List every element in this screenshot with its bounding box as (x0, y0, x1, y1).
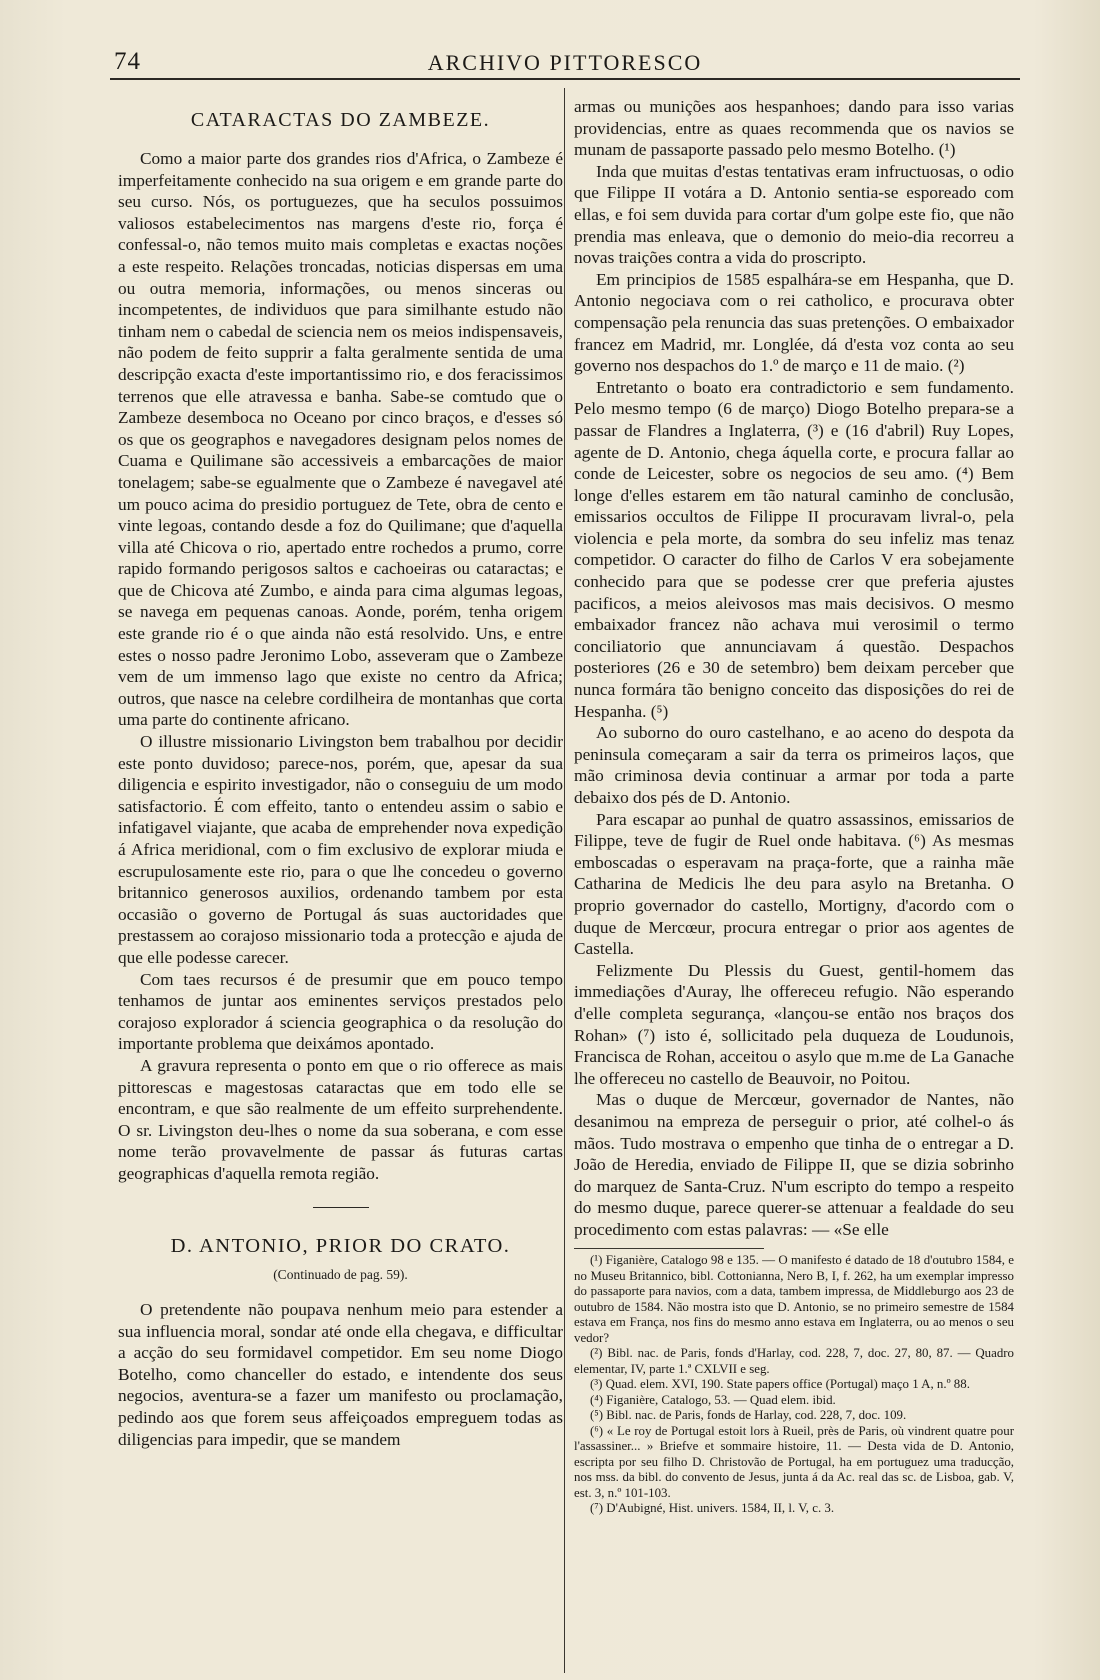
continuation-note: (Continuado de pag. 59). (273, 1266, 408, 1282)
footnote-rule (574, 1248, 764, 1249)
footnote: (⁷) D'Aubigné, Hist. univers. 1584, II, l. V, c. 3. (590, 1501, 835, 1516)
footnotes (574, 1253, 1014, 1517)
article-title-prior-crato: D. ANTONIO, PRIOR DO CRATO. (170, 1234, 511, 1257)
paragraph: Entretanto o boato era contradictorio e sem fundamento. Pelo mesmo tempo (6 de março) Diogo Botelho prepara-se a passar de Flandres a Inglaterra, (³) e (16 d'abril) Ruy Lopes, agente de D. Antonio, chega áquella corte, e procura fallar ao conde de Leicester, sobre os negocios de seu amo. (⁴) Bem longe d'elles estarem em tão natural caminho de conclusão, emissarios occultos de Filippe II procuravam livral-o, pela violencia e pela morte, da sombra do seu infeliz mas tenaz competidor. O caracter do filho de Carlos V era sobejamente conhecido para que se podesse crer que preferia ajustes pacificos, a meios aleivosos mas mais decisivos. O mesmo embaixador francez não achava mui verosimil o termo conciliatorio que annunciavam á questão. Despachos posteriores (26 e 30 de setembro) bem deixam perceber que nunca formára tão benigno conceito das disposições do rei de Hespanha. (⁵) (574, 377, 1014, 721)
paragraph: O pretendente não poupava nenhum meio para estender a sua influencia moral, sondar até onde ella chegava, e difficultar a acção do seu formidavel competidor. Em seu nome Diogo Botelho, como chanceller do estado, e intendente dos seus negocios, aventura-se a fazer um manifesto ou proclamação, pedindo aos que forem seus affeiçoados empreguem todas as diligencias para impedir, que se mandem (118, 1300, 563, 1449)
paragraph: A gravura representa o ponto em que o rio offerece as mais pittorescas e magestosas cataractas que em todo elle se encontram, e que são realmente de um effeito surprehendente. O sr. Livingston deu-lhes o nome da sua soberana, e com esse nome terão provavelmente de passar ás futuras cartas geographicas d'aquella remota região. (118, 1055, 563, 1183)
paragraph: Em principios de 1585 espalhára-se em Hespanha, que D. Antonio negociava com o rei catholico, e procurava obter compensação pela renuncia das suas pretenções. O embaixador francez em Madrid, mr. Longlée, dá d'esta voz conta ao seu governo nos despachos do 1.º de março e 11 de maio. (²) (574, 269, 1014, 376)
column-divider (564, 88, 565, 1673)
right-column (574, 96, 1014, 1517)
paragraph: Com taes recursos é de presumir que em pouco tempo tenhamos de juntar aos eminentes serviços prestados pelo corajoso explorador á sciencia geographica o da resolução do importante problema que deixámos apontado. (118, 969, 563, 1054)
paragraph: O illustre missionario Livingston bem trabalhou por decidir este ponto duvidoso; parece-nos, porém, que, apesar da sua diligencia e espirito investigador, não o conseguiu de um modo satisfactorio. É com effeito, tanto o entendeu assim o sabio e infatigavel viajante, que acaba de emprehender nova expedição á Africa meridional, com o fim exclusivo de explorar miuda e escrupulosamente este rio, para o que lhe concedeu o governo britannico generosos auxilios, ordenando tambem por esta occasião o governo de Portugal ás suas auctoridades que prestassem ao corajoso missionario toda a protecção e ajuda de que elle podesse carecer. (118, 732, 563, 967)
paragraph: Mas o duque de Mercœur, governador de Nantes, não desanimou na empreza de perseguir o prior, até colhel-o ás mãos. Tudo mostrava o empenho que tinha de o entregar a D. João de Heredia, enviado de Filippe II, que se dizia sobrinho do marquez de Santa-Cruz. N'um escripto do tempo a respeito do mesmo duque, parece querer-se attenuar a fealdade do seu procedimento com estas palavras: — «Se elle (574, 1090, 1014, 1239)
header-rule (110, 78, 1020, 80)
footnote: (⁶) « Le roy de Portugal estoit lors à Rueil, près de Paris, où vindrent quatre pour l'assassiner... » Briefve et sommaire histoire, 11. — Desta vida de D. Antonio, escripta por seu filho D. Christovão de Portugal, ha em portuguez uma traducção, nos mss. da bibl. do convento de Jesus, junta á da Ac. real das sc. de Lisboa, gab. V, est. 3, n.º 101-103. (574, 1423, 1014, 1500)
footnote: (²) Bibl. nac. de Paris, fonds d'Harlay, cod. 228, 7, doc. 27, 80, 87. — Quadro elementar, IV, parte 1.ª CXLVII e seg. (574, 1346, 1014, 1376)
paragraph: Para escapar ao punhal de quatro assassinos, emissarios de Filippe, teve de fugir de Ruel onde habitava. (⁶) As mesmas emboscadas o esperavam na praça-forte, que a rainha mãe Catharina de Medicis lhe deu para asylo na Bretanha. O proprio governador do castello, Mortigny, d'acordo com o duque de Mercœur, procura entregar o prior aos agentes de Castella. (574, 809, 1014, 959)
page-header (110, 46, 1020, 76)
footnote: (⁴) Figanière, Catalogo, 53. — Quad elem. ibid. (590, 1392, 836, 1407)
page-number: 74 (114, 48, 141, 75)
footnote: (¹) Figanière, Catalogo 98 e 135. — O manifesto é datado de 18 d'outubro 1584, e no Museu Britannico, bibl. Cottonianna, Nero B, I, f. 262, ha um exemplar impresso do passaporte para navios, com a data, tambem impressa, de Middleburgo aos 23 de outubro de 1584. Não mostra isto que D. Antonio, se no primeiro semestre de 1584 estava em França, nos fins do mesmo anno estava em Inglaterra, ou ao menos o seu vedor? (574, 1253, 1014, 1345)
section-separator (313, 1207, 369, 1208)
footnote: (⁵) Bibl. nac. de Paris, fonds de Harlay, cod. 228, 7, doc. 109. (590, 1408, 907, 1423)
running-title: ARCHIVO PITTORESCO (427, 50, 703, 75)
paragraph: Inda que muitas d'estas tentativas eram infructuosas, o odio que Filippe II votára a D. Antonio sentia-se esporeado com ellas, e foi sem duvida para cortar d'um golpe este fio, que não prendia mas enleava, que o demonio do meio-dia recorreu a novas traições contra a vida do proscripto. (574, 161, 1014, 268)
footnote: (³) Quad. elem. XVI, 190. State papers office (Portugal) maço 1 A, n.º 88. (590, 1377, 970, 1392)
paragraph: armas ou munições aos hespanhoes; dando para isso varias providencias, entre as quaes recommenda que os navios se munam de passaporte passado pelo mesmo Botelho. (¹) (574, 97, 1014, 160)
paragraph: Como a maior parte dos grandes rios d'Africa, o Zambeze é imperfeitamente conhecido na sua origem e em grande parte do seu curso. Nós, os portuguezes, que ha seculos possuimos valiosos estabelecimentos nas margens d'este rio, força é confessal-o, não temos muito mais completas e exactas noções a este respeito. Relações troncadas, noticias dispersas em uma ou outra memoria, informações, ou menos sinceras ou incompetentes, de individuos que para similhante estudo não tinham nem o cabedal de sciencia nem os meios indispensaveis, não podem de feito supprir a falta geralmente sentida de uma descripção exacta d'este importantissimo rio, e dos feracissimos terrenos que elle atravessa e banha. Sabe-se comtudo que o Zambeze desemboca no Oceano por cinco braços, e d'esses só os que os geographos e navegadores designam pelos nomes de Cuama e Quilimane são accessiveis a embarcações de maior tonelagem; sabe-se egualmente que o Zambeze é navegavel até um pouco acima do presidio portuguez de Tete, obra de cento e vinte legoas, contando desde a foz do Quilimane; que d'aquella villa até Chicova o rio, apertado entre rochedos a prumo, corre rapido formando perigosos saltos e cachoeiras ou cataractas; e que de Chicova até Zumbo, e ainda para cima algumas legoas, se navega em pequenas canoas. Aonde, porém, tenha origem este grande rio é o que ainda não está resolvido. Uns, e entre estes o nosso padre Jeronimo Lobo, asseveram que o Zambeze vem de um immenso lago que existe no centro da Africa; outros, que nasce na celebre cordilheira de montanhas que corta uma parte do continente africano. (118, 149, 563, 730)
article-title-cataractas: CATARACTAS DO ZAMBEZE. (190, 109, 491, 131)
paragraph: Ao suborno do ouro castelhano, e ao aceno do despota da peninsula começaram a sair da terra os primeiros laços, que mão criminosa devia continuar a armar por toda a parte debaixo dos pés de D. Antonio. (574, 723, 1014, 807)
left-column (118, 96, 563, 1450)
paragraph: Felizmente Du Plessis du Guest, gentil-homem das immediações d'Auray, lhe offereceu refugio. Não esperando d'elle completa segurança, «lançou-se então nos braços dos Rohan» (⁷) isto é, sollicitado pela duqueza de Loudunois, Francisca de Rohan, acceitou o asylo que m.me de La Ganache lhe offereceu no castello de Beauvoir, no Poitou. (574, 960, 1014, 1088)
